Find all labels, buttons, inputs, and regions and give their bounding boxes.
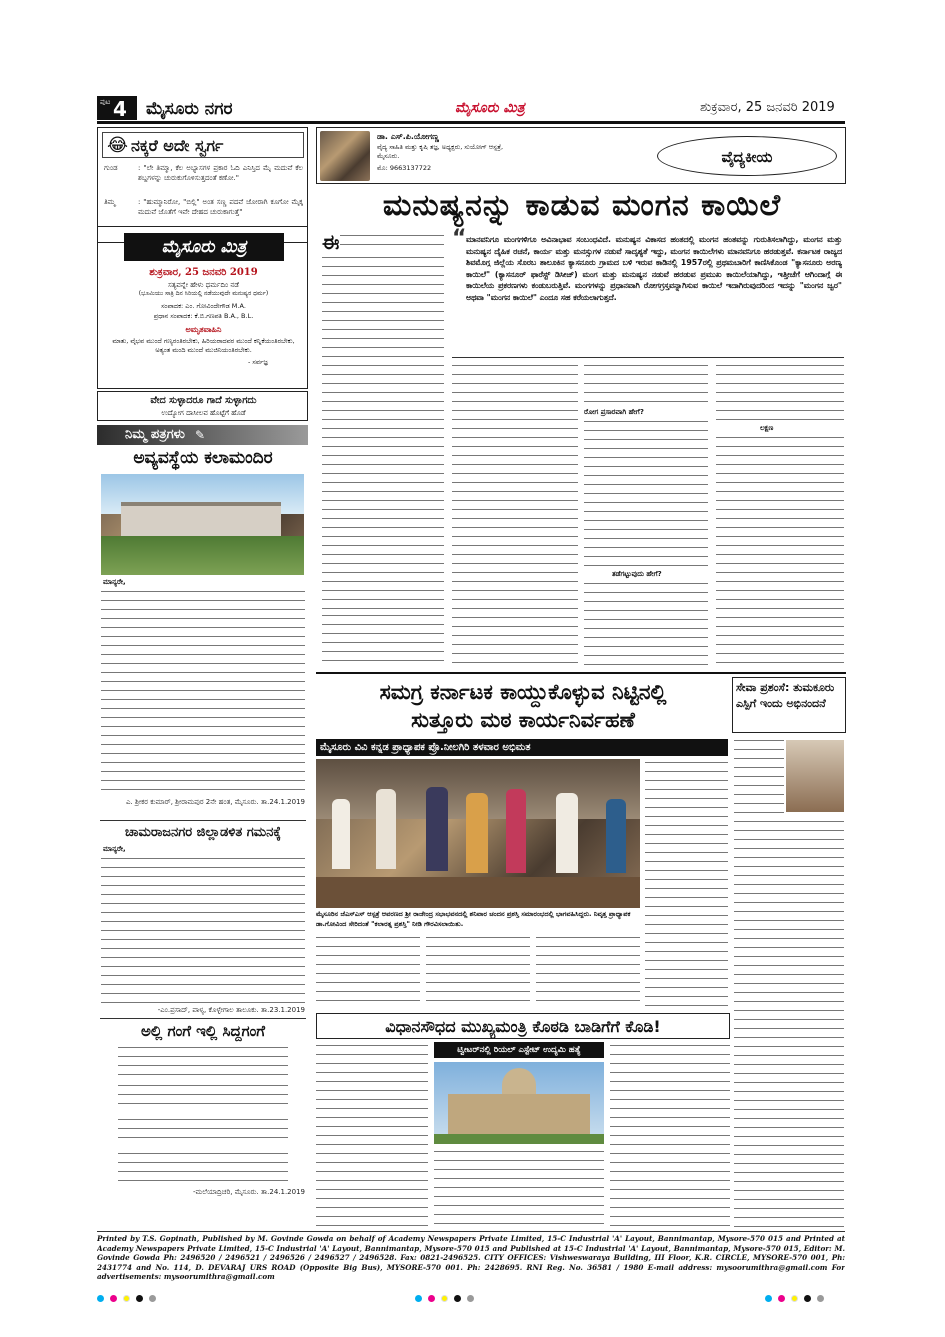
- kalamandira-photo: [101, 474, 304, 575]
- math-col1: [316, 934, 420, 1009]
- math-col2: [426, 934, 530, 1009]
- author-role: ವೈದ್ಯ ಸಾಹಿತಿ ಮತ್ತು ಕೃಷಿ ತಜ್ಞ, ಅಧ್ಯಕ್ಷರು, ಸುಯೋಗ್ ಆಸ್ಪತ್ರೆ, ಮೈಸೂರು.: [377, 143, 504, 160]
- quote-author: - ಸರ್ವಜ್ಞ: [248, 358, 268, 366]
- dots-left: [97, 1287, 162, 1306]
- masthead-rule: [97, 121, 845, 124]
- humor-speaker1: ಗುಂಡ: [104, 164, 118, 172]
- health-col3a: [584, 362, 708, 406]
- author-photo: [320, 131, 370, 181]
- math-col-right: [645, 759, 728, 1009]
- health-author-box: [316, 127, 846, 184]
- quote-text: ಮಾತು, ವೈಭವ ಮುಂದೆ ಗಣ್ಯರಂತಿರಬೇಕು, ಹಿರಿಯರಾದವರ ಮುಂದೆ ಕನ್ನಿಕೆಯಂತಿರಬೇಕು, ಅತ್ಯಂತ ಮಂದಿ ಮುಂದೆ ಮುಜಿನಿಯಂತಿರಬೇಕು.: [112, 337, 295, 354]
- page-label: ಪುಟ: [100, 98, 111, 106]
- category-badge: ವೈದ್ಯಕೀಯ: [657, 136, 837, 176]
- section-title: ಮೈಸೂರು ನಗರ: [146, 99, 233, 119]
- poem-title: ಅಲ್ಲಿ ಗಂಗೆ ಇಲ್ಲಿ ಸಿದ್ದಗಂಗೆ: [141, 1022, 265, 1040]
- quote-title: ಅಮೃತವಾಹಿನಿ: [185, 325, 222, 334]
- proverb-line2: ಉದ್ಯೋಗ ದಾಸೀಲವ ಹೊಟ್ಟೆಗೆ ಹೊಡೆ: [161, 409, 246, 417]
- letter1-salutation: ಮಾನ್ಯರೇ,: [103, 578, 126, 586]
- proverb-line1: ವೇದ ಸುಳ್ಳಾದರೂ ಗಾದೆ ಸುಳ್ಳಾಗದು: [150, 395, 257, 406]
- math-headline1: ಸಮಗ್ರ ಕರ್ನಾಟಕ ಕಾಯ್ದುಕೊಳ್ಳುವ ನಿಟ್ಟಿನಲ್ಲಿ: [379, 680, 667, 704]
- poem-sign: -ಮಲೆಯಾದ್ರಿಚರಿ, ಮೈಸೂರು. ತಾ.24.1.2019: [193, 1188, 305, 1196]
- seva-col-top: [734, 737, 784, 815]
- humor-title: ನಕ್ಕರೆ ಅದೇ ಸ್ವರ್ಗ: [131, 136, 224, 155]
- dots-center: [415, 1287, 480, 1306]
- vidhana-headline: ವಿಧಾನಸೌಧದ ಮುಖ್ಯಮಂತ್ರಿ ಕೊಠಡಿ ಬಾಡಿಗೆಗೆ ಕೊಡಿ!: [385, 1017, 661, 1036]
- health-col1: [322, 254, 444, 609]
- vidhana-headline-box: [316, 1013, 730, 1039]
- health-col3b: [584, 418, 708, 568]
- masthead-date: ಶುಕ್ರವಾರ, 25 ಜನವರಿ 2019: [700, 100, 835, 115]
- health-pullquote-box: [452, 226, 844, 358]
- paper-logo: ಮೈಸೂರು ಮಿತ್ರ: [455, 100, 525, 116]
- dots-right: [765, 1287, 830, 1306]
- laughing-face-icon: 😂: [107, 135, 129, 156]
- editorial-date: ಶುಕ್ರವಾರ, 25 ಜನವರಿ 2019: [149, 267, 258, 278]
- page-number: 4: [113, 97, 127, 121]
- quote-mark-icon: “: [452, 226, 467, 251]
- photo-caption: ಮೈಸೂರಿನ ಜೆಎಸ್ಎಸ್ ಆಸ್ಪತ್ರೆ ಆವರಣದ ಶ್ರೀ ರಾಜೇಂದ್ರ ಸಭಾಭವನದಲ್ಲಿ ಶನಿವಾರ ಚಂದನ ಪ್ರಶಸ್ತಿ ಸಮಾರಂಭದಲ್ಲಿ ಭಾಗವಹಿಸಿದ್ದರು. ನಿವೃತ್ತ ಪ್ರಾಧ್ಯಾಪಕ ಡಾ.ಗೋವಿಂದ ಸೇರಿದಂತೆ "ಕಲಾರತ್ನ ಪ್ರಶಸ್ತಿ" ನೀಡಿ ಗೌರವಿಸಲಾಯಿತು.: [316, 910, 631, 928]
- footer-imprint: Printed by T.S. Gopinath, Published by M. Govinde Gowda on behalf of Academy Newspapers Private Limited, 15-C Industrial 'A' Layout, Bannimantap, Mysore-570 015 and Printed at Academy Newspapers Private Limited, 15-C Industrial 'A' Layout, Bannimantap, Mysore-570 015 and Published at 15-C Industrial 'A' Layout, Bannimantap, Mysore-570 015, Editor: M. Govinde Gowda Ph: 2496520 / 2496521 / 2496526 / 2496527 / 2496528. Fax: 0821-2496525. CITY OFFICES: Vishweswaraya Building, III Floor, K.R. CIRCLE, MYSORE-570 001, Ph: 2431774 and No. 114, D. DEVARAJ URS ROAD (Opposite Big Bus), MYSORE-570 001. Ph: 2428695. RNI Reg. No. 36581 / 1980 E-mail address: mysoorumithra@gmail.com For advertisements: mysoorumithra@gmail.com: [97, 1234, 845, 1281]
- page-number-box: [97, 96, 137, 120]
- editorial-subtitle: (ಭೂಮಿಯು ಸಾತ್ರಿ ದಿನ ಸಿರಿಯಲ್ಲಿ ನಡೆಯುವುದೇ ಮನುಷ್ಯರ ಧರ್ಮ): [138, 290, 269, 297]
- letter2-salutation: ಮಾನ್ಯರೇ,: [103, 845, 126, 853]
- math-headline2: ಸುತ್ತೂರು ಮಠ ಕಾರ್ಯನಿರ್ವಹಣೆ: [411, 708, 635, 732]
- math-kicker: ಮೈಸೂರು ವಿವಿ ಕನ್ನಡ ಪ್ರಾಧ್ಯಾಪಕ ಪ್ರೊ.ನೀಲಗಿರಿ ತಳವಾರ ಅಭಿಮತ: [316, 739, 728, 756]
- author-name: ಡಾ. ಎಸ್.ಪಿ.ಯೋಗಣ್ಣ: [377, 132, 439, 141]
- registration-marks: [97, 1287, 845, 1299]
- health-headline: ಮನುಷ್ಯನನ್ನು ಕಾಡುವ ಮಂಗನ ಕಾಯಿಲೆ: [382, 188, 782, 223]
- health-col4a: [716, 362, 844, 422]
- health-subhead3: ತಡೆಗಟ್ಟುವುದು ಹೇಗೆ?: [612, 570, 662, 578]
- poem-stanza1: [118, 1044, 288, 1078]
- health-col3c: [584, 580, 708, 668]
- ceremony-photo: [316, 759, 640, 908]
- editorial-editor2: ಪ್ರಧಾನ ಸಂಪಾದಕ: ಕೆ.ಬಿ.ಗಣಪತಿ B.A., B.L.: [153, 312, 254, 320]
- letters-banner-title: ನಿಮ್ಮ ಪತ್ರಗಳು: [125, 427, 185, 442]
- letter2-body: [101, 855, 305, 1005]
- health-col4b: [716, 434, 844, 668]
- health-pullquote: ಮಾನವನಿಗೂ ಮಂಗಗಳಿಗೂ ಅವಿನಾಭಾವ ಸಂಬಂಧವಿದೆ. ಮನುಷ್ಯನ ವಿಕಾಸದ ಹಂತದಲ್ಲಿ ಮಂಗನ ಹಂತವನ್ನು ಗುರುತಿಸಲಾಗಿದ್ದು, ಮಂಗನ ಮತ್ತು ಮನುಷ್ಯನ ದೈಹಿಕ ರಚನೆ, ಕಾರ್ಯ ಮತ್ತು ಮನಸ್ಸುಗಳ ನಡುವೆ ಸಾದೃಶ್ಯತೆ ಇದ್ದು, ಮಂಗನ ಕಾಯಿಲೆಗಳು ಮಾನವನಿಗೂ ಹರಡುತ್ತವೆ. ಕರ್ನಾಟಕ ರಾಜ್ಯದ ಶಿವಮೊಗ್ಗ ಜಿಲ್ಲೆಯ ಸೊರಬ ತಾಲೂಕಿನ ಕ್ಯಾಸನೂರು ಗ್ರಾಮದ ಬಳಿ ಇರುವ ಕಾಡಿನಲ್ಲಿ 1957ರಲ್ಲಿ ಪ್ರಥಮಬಾರಿಗೆ ಕಾಣಿಸಿಕೊಂಡ "ಕ್ಯಾಸನೂರು ಅರಣ್ಯ ಕಾಯಿಲೆ" (ಕ್ಯಾಸನೂರ್ ಫಾರೆಸ್ಟ್ ಡಿಸೀಜ್) ಮಂಗ ಮತ್ತು ಮನುಷ್ಯನ ನಡುವೆ ಹರಡುವ ಪ್ರಮುಖ ಕಾಯಿಲೆಯಾಗಿದ್ದು, ಇತ್ತೀಚೆಗೆ ಆಗಿಂದಾಗ್ಗೆ ಈ ಕಾಯಿಲೆಯ ಪ್ರಕರಣಗಳು ಕಂಡುಬರುತ್ತಿವೆ. ಮಂಗಗಳನ್ನು ಪ್ರಧಾನವಾಗಿ ರೋಗಗ್ರಸ್ತವನ್ನಾಗಿಸುವ ಕಾಯಿಲೆ ಇದಾಗಿರುವುದರಿಂದ ಇದನ್ನು "ಮಂಗನ ಜ್ವರ" ಅಥವಾ "ಮಂಗನ ಕಾಯಿಲೆ" ಎಂದೂ ಸಹ ಕರೆಯಲಾಗುತ್ತದೆ.: [466, 235, 842, 302]
- seva-title: ಸೇವಾ ಪ್ರಶಂಸೆ: ತುಮಕೂರು ಎಸ್ಪಿಗೆ ಇಂದು ಅಭಿನಂದನೆ: [736, 681, 835, 710]
- humor-title-box: [102, 132, 304, 158]
- seva-col: [734, 818, 844, 1228]
- pen-icon: ✎: [195, 428, 206, 442]
- vidhana-col2: [434, 1148, 604, 1228]
- health-dropcap: ಈ: [322, 230, 340, 254]
- poem-stanza4: [118, 1150, 288, 1184]
- letters-banner: [97, 425, 308, 445]
- seva-title-box: [732, 677, 846, 733]
- health-subhead1: ರೋಗ ಪ್ರಸಾರವಾಗಿ ಹೇಗೆ?: [584, 408, 644, 416]
- health-subhead2: ಲಕ್ಷಣ: [760, 424, 774, 432]
- proverb-box: [97, 391, 308, 421]
- editorial-box: [97, 226, 308, 389]
- health-col2: [452, 362, 578, 668]
- sp-photo: [786, 740, 844, 812]
- health-col1-bottom: [322, 612, 444, 668]
- vidhana-kicker: ಟ್ವೀಟರ್‌ನಲ್ಲಿ ರಿಯಲ್ ಎಸ್ಟೇಟ್ ಉದ್ಯಮಿ ಹತ್ಯೆ: [434, 1042, 604, 1058]
- editorial-tagline: ಸತ್ಯವನ್ನೇ ಹೇಳು ಧರ್ಮದಿಂ ನಡೆ: [168, 281, 239, 289]
- vidhana-soudha-photo: [434, 1062, 604, 1144]
- vidhana-col1: [316, 1042, 428, 1228]
- letter2-sign: -ಎಂ.ಪ್ರಸಾದ್, ಪಾಳ್ಯ, ಕೊಳ್ಳೇಗಾಲ ತಾಲೂಕು. ತಾ.23.1.2019: [157, 1006, 305, 1014]
- vidhana-col3: [610, 1042, 730, 1228]
- editorial-editor: ಸಂಪಾದಕ: ಎಂ. ಗೋವಿಂದೇಗೌಡ M.A.: [161, 302, 246, 310]
- humor-line1: : "ಲೇ ತಿಮ್ಮಾ, ಕೆಲ ಅಭ್ಯಾಸಗಳ ಪ್ರಕಾರ ಓದಿ ಎನಿಸ್ತಿದ ಮೈ ಮದುವೆ ಕೆಲ ಶಬ್ದಗಳನ್ನು ಚುರುಕುಗೊಳಿಸುತ್ತದಂತೆ ಕಣೋ.": [138, 164, 303, 182]
- humor-line2: : "ಹುಮ್ಮಾನಿರೋ, "ಬಿಲ್ಲಿ" ಅಂತ ಸಣ್ಣ ಪದವೆ ಜೋರಾಗಿ ಕೂಗೋ ಮೈಕ್ಕ ಮದುವೆ ಜೊತೆಗೆ ಇವೇ ದೇಹದ ಚುರುಕಾಗುತ್ತೆ": [138, 198, 303, 216]
- letter1-body: [101, 588, 305, 798]
- letter2-headline: ಚಾಮರಾಜನಗರ ಜಿಲ್ಲಾಡಳಿತ ಗಮನಕ್ಕೆ: [124, 825, 281, 840]
- math-col3: [536, 934, 640, 1009]
- poem-stanza2: [118, 1082, 288, 1112]
- letter1-sign: ಎ. ಶ್ರೀಕರ ಕುಮಾರ್, ಶ್ರೀರಾಮಪುರ 2ನೇ ಹಂತ, ಮೈಸೂರು. ತಾ.24.1.2019: [126, 798, 305, 806]
- health-col1-top: [340, 232, 444, 252]
- poem-stanza3: [118, 1116, 288, 1146]
- humor-speaker2: ತಿಮ್ಮ: [104, 198, 116, 206]
- letter1-headline: ಅವ್ಯವಸ್ಥೆಯ ಕಲಾಮಂದಿರ: [133, 448, 273, 468]
- author-phone: ಮೊ: 9663137722: [377, 164, 432, 172]
- editorial-logo: ಮೈಸೂರು ಮಿತ್ರ: [124, 233, 284, 261]
